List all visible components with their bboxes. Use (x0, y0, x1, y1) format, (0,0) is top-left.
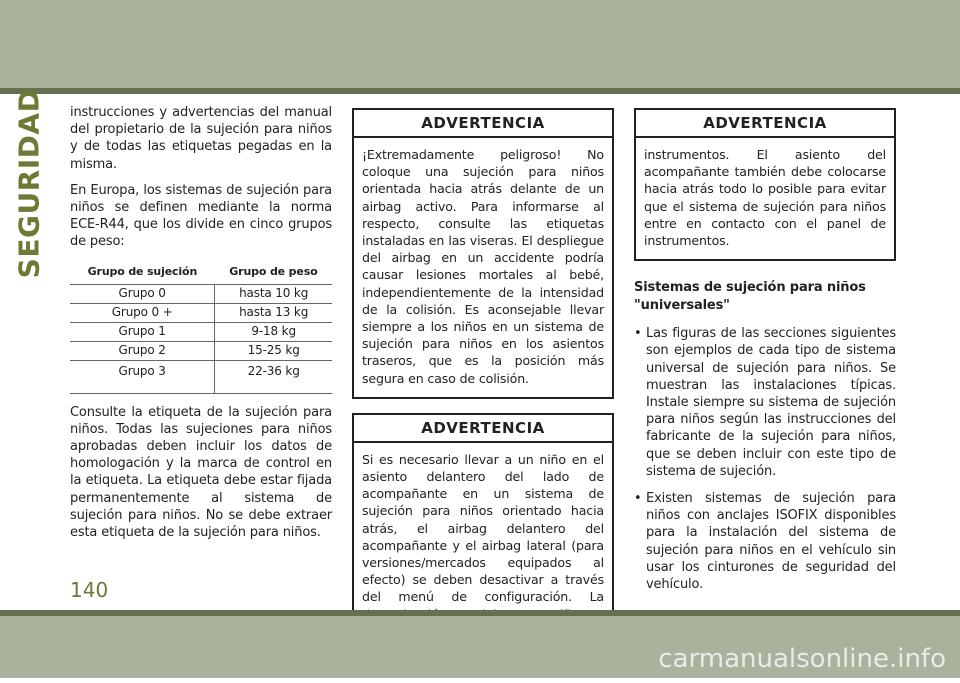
warning-text: ¡Extremadamente peligroso! No coloque una sujeción para niños orientada hacia atrás delante de un airbag activo. Para informarse al respecto, consulte las etiquetas instaladas en las viseras. El despliegue del airbag en un accidente podría causar lesiones mortales al bebé, independientemente de la intensidad de la colisión. Es aconsejable llevar siempre a los niños en un sistema de sujeción para niños en los asientos traseros, que es la posición más segura en caso de colisión. (362, 147, 604, 386)
watermark-text: carmanualsonline.info (658, 644, 946, 674)
column-middle (352, 108, 614, 683)
table-cell: Grupo 0 + (70, 303, 215, 322)
table-cell: Grupo 0 (70, 284, 215, 303)
column-left (70, 104, 332, 550)
section-title (10, 88, 48, 278)
bullet-icon: • (634, 491, 642, 507)
header-band (0, 0, 960, 88)
list-item-text: Existen sistemas de sujeción para niños con anclajes ISOFIX disponibles para la instalación del sistema de sujeción para niños en el vehículo sin usar los cinturones de seguridad del vehículo. (646, 491, 896, 593)
header-rule (0, 88, 960, 94)
table-header: Grupo de sujeción (70, 260, 215, 285)
warning-text: Si es necesario llevar a un niño en el asiento delantero del lado de acompañante en un sistema de sujeción para niños orientado hacia atrás, el airbag delantero del acompañante y el airbag lateral (para versiones/mercados equipados al efecto) se deben desactivar a través del menú de configuración. La (362, 451, 604, 605)
table-cell: Grupo 1 (70, 322, 215, 341)
table-cell: Grupo 3 (70, 360, 215, 393)
weight-groups-table (70, 260, 332, 394)
table-row (70, 284, 332, 303)
column-right (634, 108, 896, 603)
paragraph-intro: instrucciones y advertencias del manual del propietario de la sujeción para niños y de todas las etiquetas pegadas en la misma. (70, 105, 332, 172)
bullet-icon: • (634, 326, 642, 342)
paragraph-label: Consulte la etiqueta de la sujeción para niños. Todas las sujeciones para niños aprobadas deben incluir los datos de homologación y la marca de control en la etiqueta. La etiqueta debe estar fijada permanentemente al sistema de sujeción para niños. No se debe extraer esta etiqueta de la sujeción para niños. (70, 404, 332, 541)
table-cell: 22-36 kg (215, 360, 332, 393)
warning-title: ADVERTENCIA (354, 110, 612, 138)
table-row (70, 341, 332, 360)
section-title-text: SEGURIDAD (12, 88, 46, 278)
warning-title: ADVERTENCIA (636, 110, 894, 138)
warning-box (352, 108, 614, 399)
table-cell: hasta 13 kg (215, 303, 332, 322)
table-header-row (70, 260, 332, 285)
footer-band (0, 616, 960, 678)
list-item (634, 490, 896, 593)
table-cell: 9-18 kg (215, 322, 332, 341)
warning-text: instrumentos. El asiento del acompañante también debe colocarse hacia atrás todo lo posible para evitar que el sistema de sujeción para niños entre en contacto con el panel de instrumentos. (644, 147, 886, 249)
table-cell: hasta 10 kg (215, 284, 332, 303)
table-cell: Grupo 2 (70, 341, 215, 360)
warning-box (634, 108, 896, 261)
table-cell: 15-25 kg (215, 341, 332, 360)
table-row (70, 322, 332, 341)
bullet-list (634, 325, 896, 593)
paragraph-ece-r44: En Europa, los sistemas de sujeción para niños se definen mediante la norma ECE-R44, que los divide en cinco grupos de peso: (70, 182, 332, 250)
warning-title: ADVERTENCIA (354, 415, 612, 443)
table-row (70, 303, 332, 322)
table-row (70, 360, 332, 393)
list-item-text: Las figuras de las secciones siguientes son ejemplos de cada tipo de sistema universal de sujeción para niños. Se muestran las instalaciones típicas. Instale siempre su sistema de sujeción para niños según las instrucciones del fabricante de la sujeción para niños, que se deben incluir con este tipo de sistema de sujeción. (646, 326, 896, 479)
table-header: Grupo de peso (215, 260, 332, 285)
page-number: 140 (70, 578, 109, 602)
list-item (634, 325, 896, 480)
subheading: Sistemas de sujeción para niños "universales" (634, 280, 866, 314)
